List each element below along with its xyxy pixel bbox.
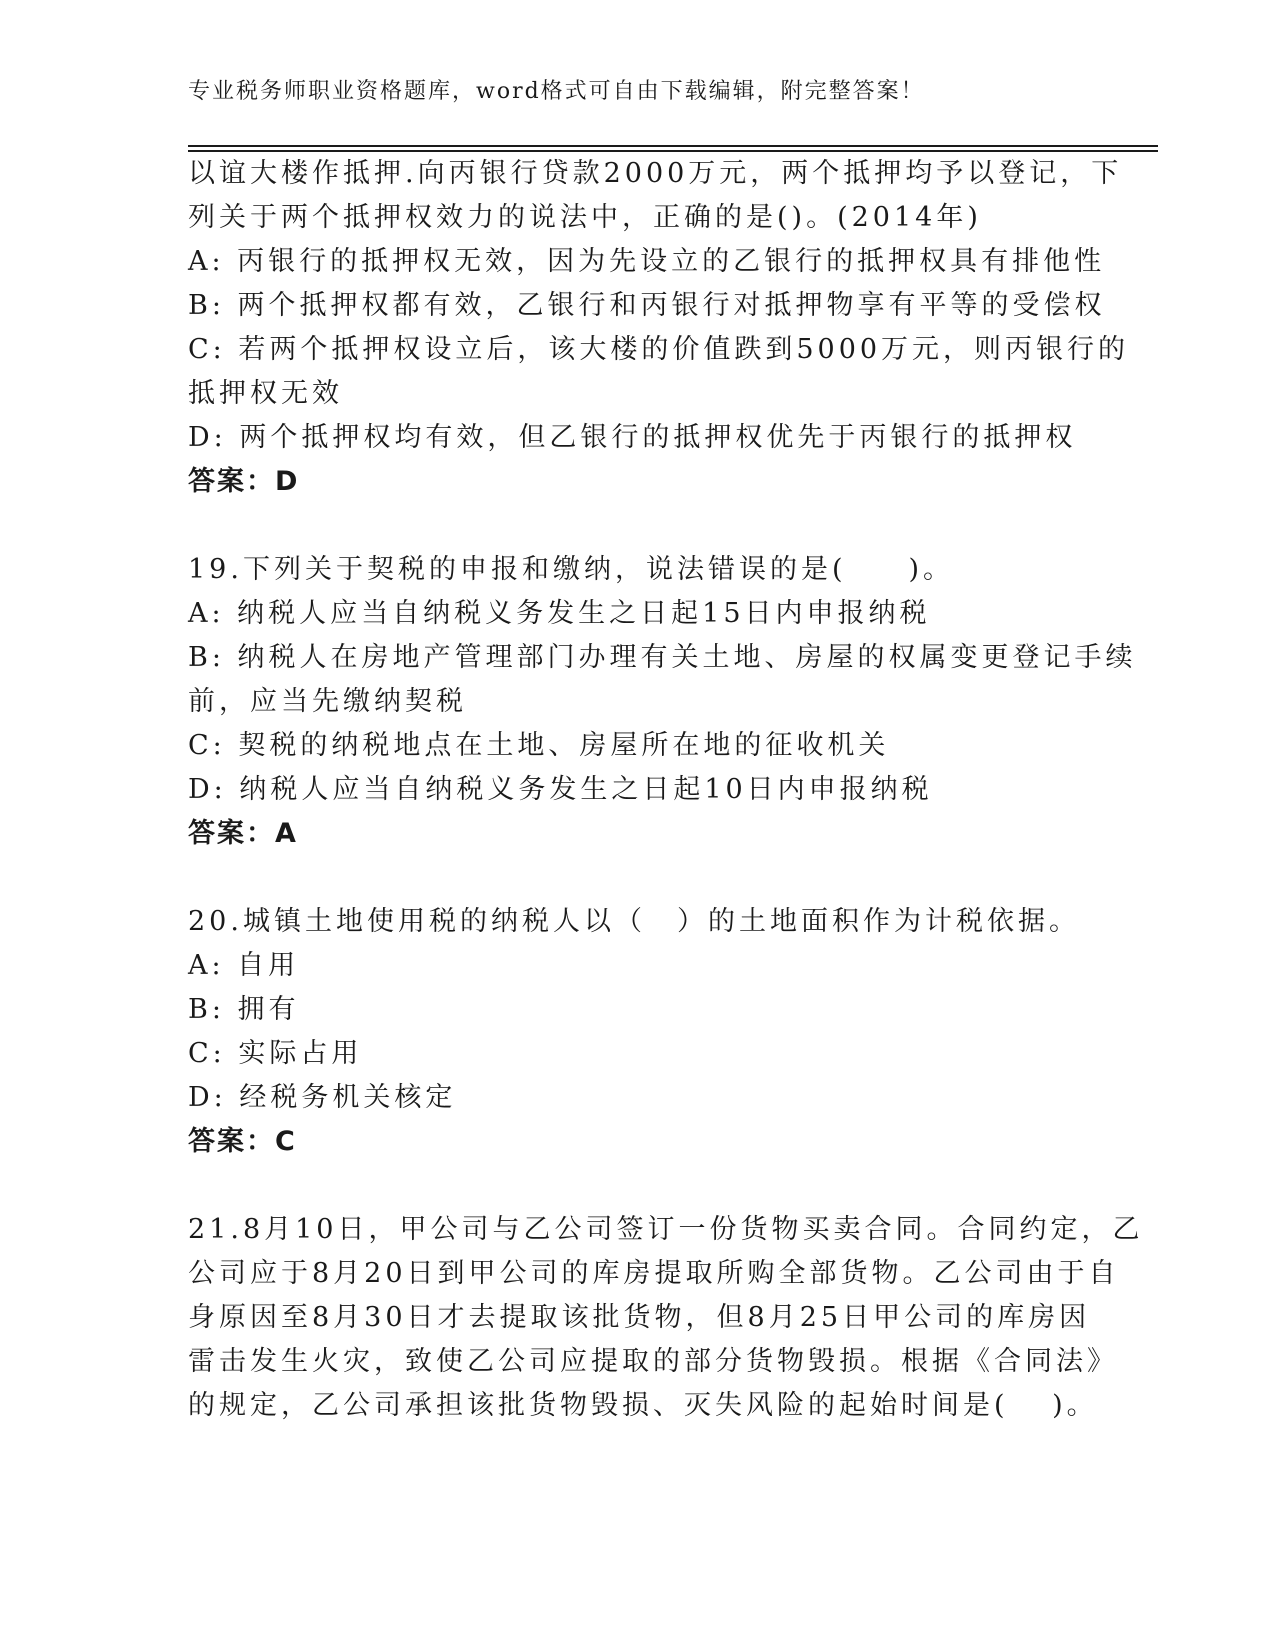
q19-stem: 19.下列关于契税的申报和缴纳，说法错误的是( )。	[188, 554, 955, 585]
q20-option-d: D: 经税务机关核定	[188, 1082, 457, 1113]
q19-answer: 答案：A	[188, 818, 298, 849]
q21-stem-line4: 雷击发生火灾，致使乙公司应提取的部分货物毁损。根据《合同法》	[188, 1346, 1118, 1377]
q18-option-d: D: 两个抵押权均有效，但乙银行的抵押权优先于丙银行的抵押权	[188, 422, 1077, 453]
page-header: 专业税务师职业资格题库，word格式可自由下载编辑，附完整答案！	[188, 79, 925, 104]
q18-option-a: A: 丙银行的抵押权无效，因为先设立的乙银行的抵押权具有排他性	[188, 246, 1106, 277]
q21-stem-line5: 的规定，乙公司承担该批货物毁损、灭失风险的起始时间是( )。	[188, 1390, 1098, 1421]
q20-stem: 20.城镇土地使用税的纳税人以（ ）的土地面积作为计税依据。	[188, 906, 1080, 937]
q18-option-c-line2: 抵押权无效	[188, 378, 343, 409]
header-rule-top	[188, 145, 1158, 147]
q20-answer: 答案：C	[188, 1126, 297, 1157]
q18-option-b: B: 两个抵押权都有效，乙银行和丙银行对抵押物享有平等的受偿权	[188, 290, 1106, 321]
q21-stem-line3: 身原因至8月30日才去提取该批货物，但8月25日甲公司的库房因	[188, 1302, 1091, 1333]
q18-answer: 答案：D	[188, 466, 300, 497]
q20-option-b: B: 拥有	[188, 994, 300, 1025]
q18-stem-line1: 以谊大楼作抵押.向丙银行贷款2000万元，两个抵押均予以登记，下	[188, 158, 1123, 189]
q19-option-d: D: 纳税人应当自纳税义务发生之日起10日内申报纳税	[188, 774, 933, 805]
q19-option-c: C: 契税的纳税地点在土地、房屋所在地的征收机关	[188, 730, 890, 761]
q20-option-a: A: 自用	[188, 950, 300, 981]
q18-stem-line2: 列关于两个抵押权效力的说法中，正确的是()。(2014年)	[188, 202, 982, 233]
q19-option-a: A: 纳税人应当自纳税义务发生之日起15日内申报纳税	[188, 598, 931, 629]
q18-option-c-line1: C: 若两个抵押权设立后，该大楼的价值跌到5000万元，则丙银行的	[188, 334, 1130, 365]
q19-option-b-line2: 前，应当先缴纳契税	[188, 686, 467, 717]
q21-stem-line2: 公司应于8月20日到甲公司的库房提取所购全部货物。乙公司由于自	[188, 1258, 1120, 1289]
q21-stem-line1: 21.8月10日，甲公司与乙公司签订一份货物买卖合同。合同约定，乙	[188, 1214, 1144, 1245]
q19-option-b-line1: B: 纳税人在房地产管理部门办理有关土地、房屋的权属变更登记手续	[188, 642, 1137, 673]
header-rule-bottom	[188, 150, 1158, 152]
q20-option-c: C: 实际占用	[188, 1038, 363, 1069]
